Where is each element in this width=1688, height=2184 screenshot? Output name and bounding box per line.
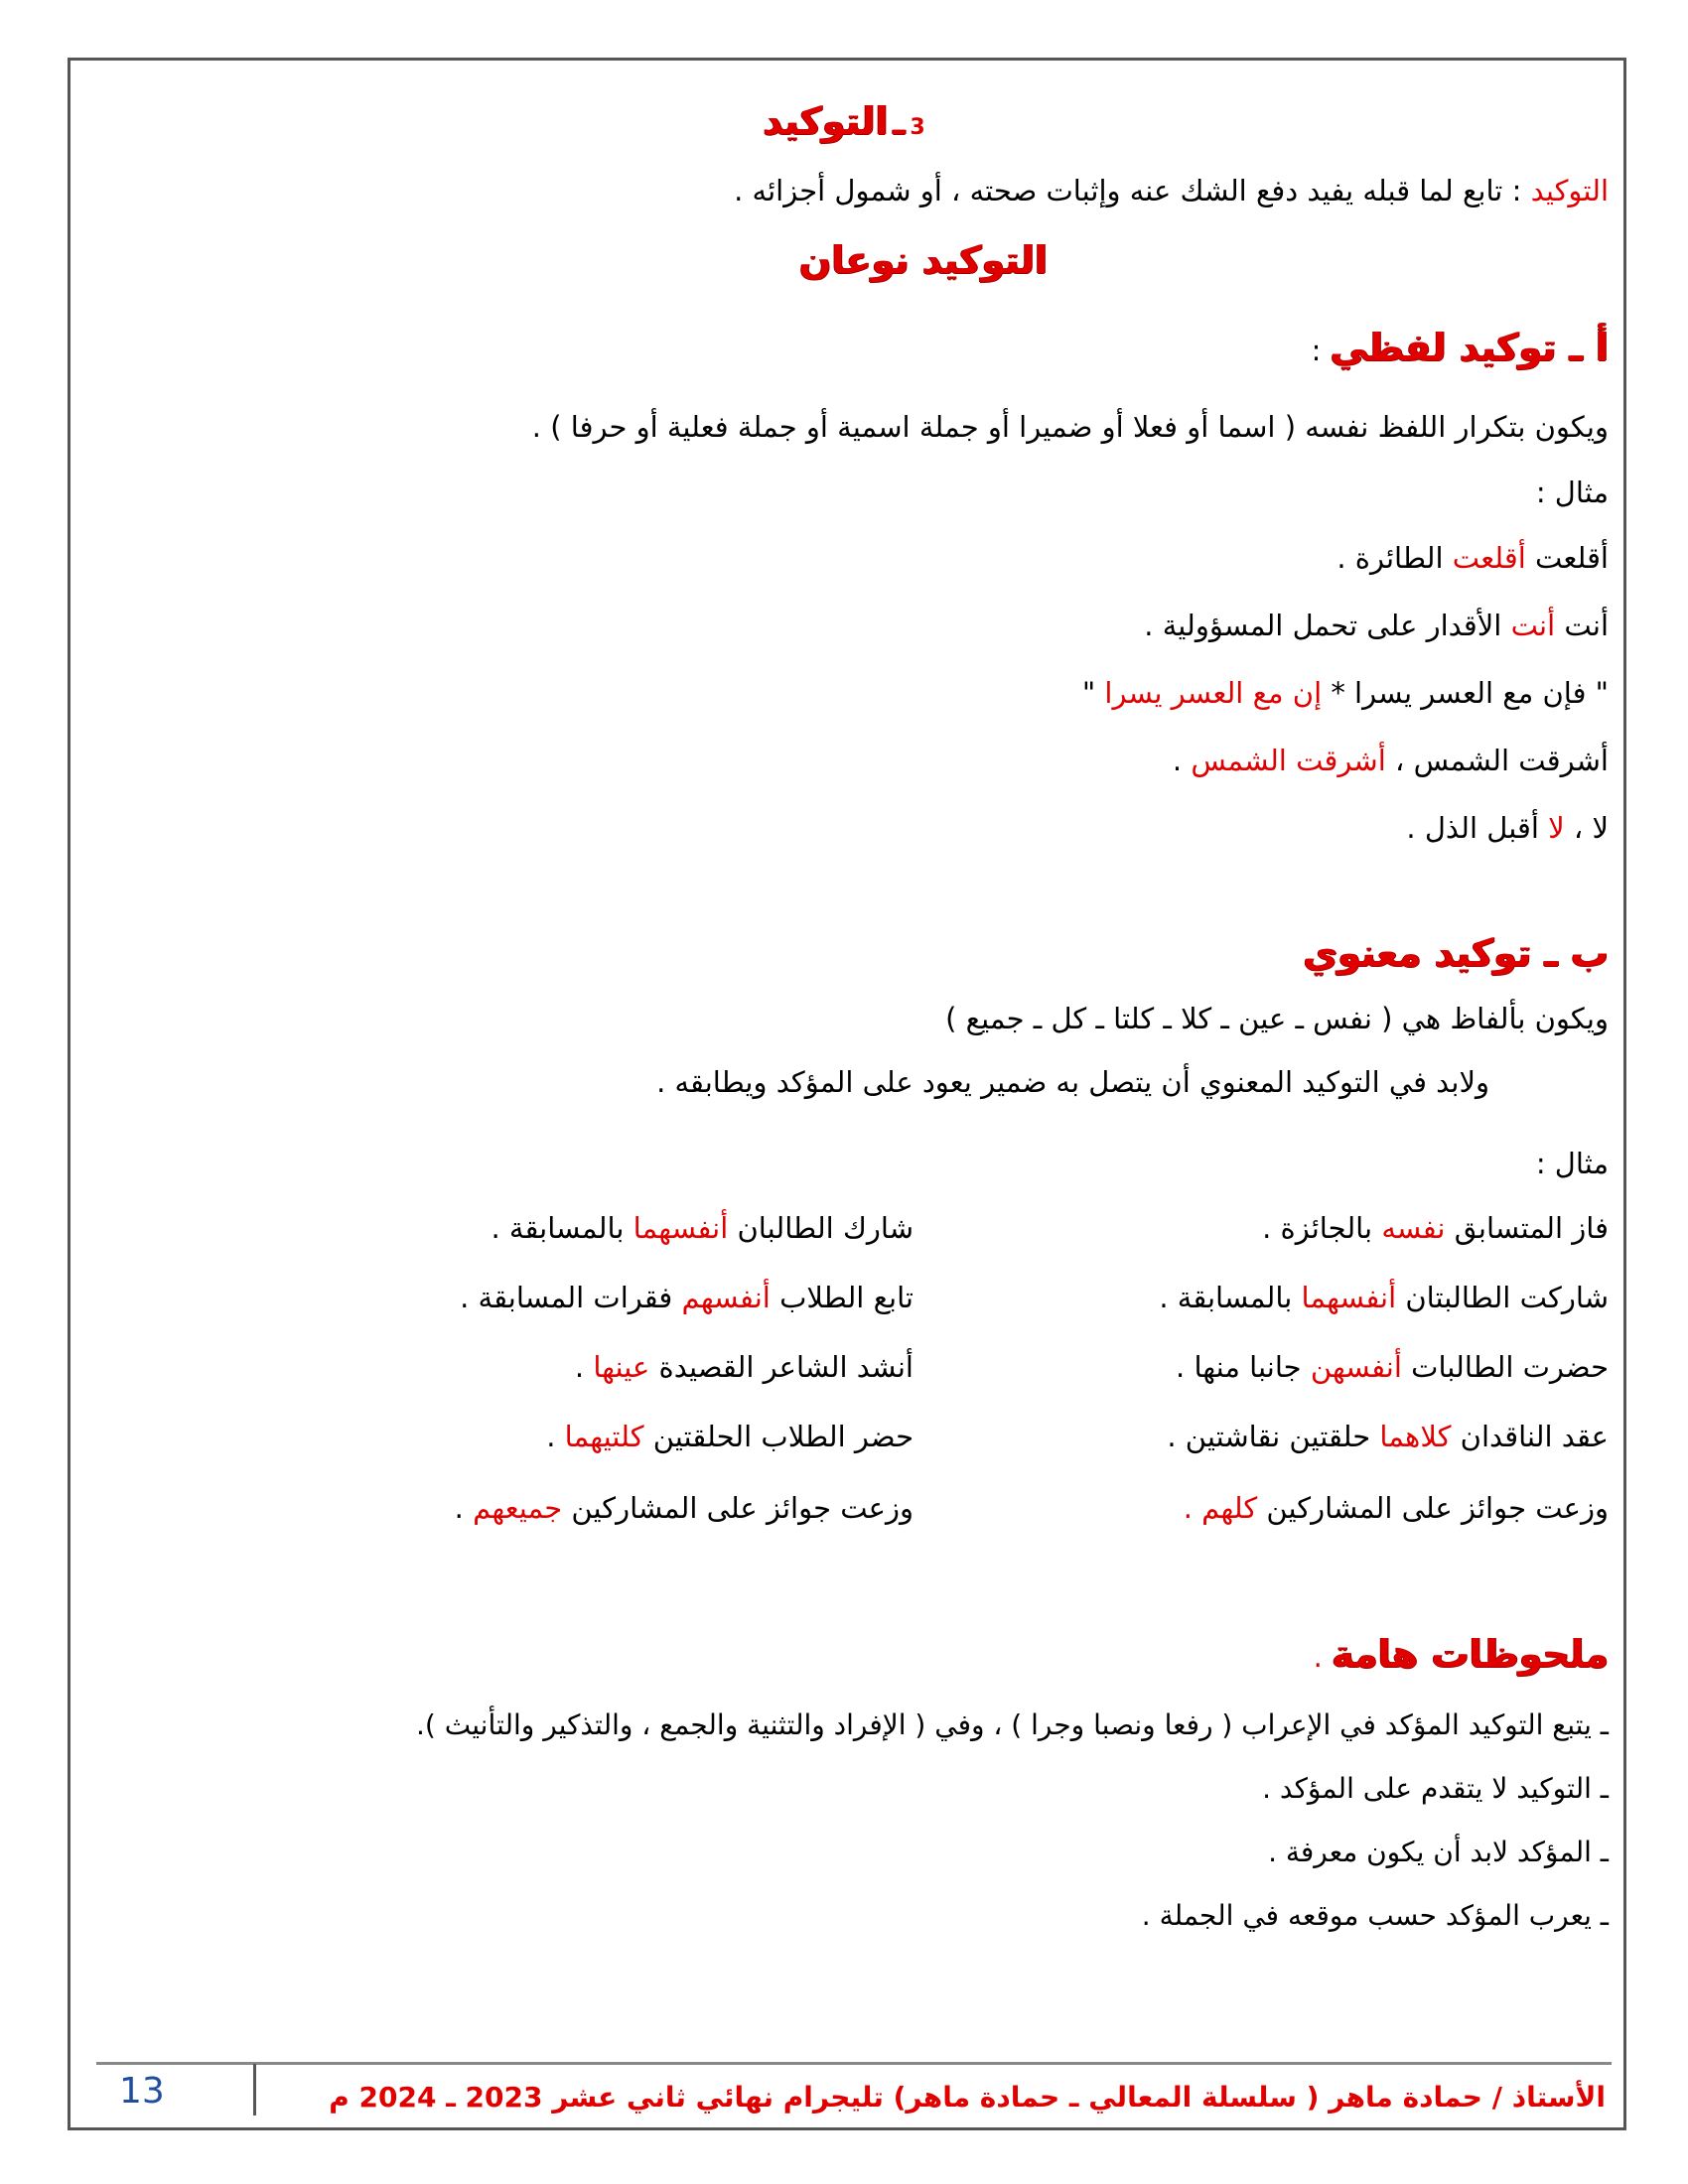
- page-number: 13: [119, 2071, 165, 2112]
- example-left: تابع الطلاب أنفسهم فقرات المسابقة .: [460, 1281, 914, 1314]
- lafzi-example-label: مثال :: [1535, 476, 1609, 509]
- lafzi-example: [79, 606, 1609, 645]
- manawi-example-row: [199, 1350, 1609, 1390]
- note-item: ـ التوكيد لا يتقدم على المؤكد .: [1262, 1772, 1609, 1805]
- lafzi-heading-line: [79, 328, 1609, 370]
- example-emphasis: إن مع العسر يسرا: [1104, 676, 1323, 710]
- notes-heading-line: [79, 1634, 1609, 1677]
- example-right: حضرت الطالبات أنفسهن جانبا منها .: [1176, 1350, 1609, 1384]
- example-left: شارك الطالبان أنفسهما بالمسابقة .: [491, 1211, 914, 1245]
- lafzi-example: [79, 808, 1609, 848]
- example-text: أشرقت الشمس ،: [1385, 744, 1609, 777]
- example-right: وزعت جوائز على المشاركين كلهم .: [1183, 1491, 1609, 1525]
- example-text: الطائرة .: [1336, 541, 1453, 575]
- manawi-example-row: [199, 1211, 1609, 1251]
- example-emphasis: أنت: [1510, 609, 1556, 642]
- example-text: أقلعت: [1525, 541, 1609, 575]
- manawi-example-row: [199, 1491, 1609, 1531]
- example-left: وزعت جوائز على المشاركين جميعهم .: [454, 1491, 914, 1525]
- example-emphasis: أشرقت الشمس: [1191, 744, 1386, 777]
- definition-line: [79, 171, 1609, 210]
- example-emphasis: لا: [1548, 811, 1565, 845]
- lafzi-rule: ويكون بتكرار اللفظ نفسه ( اسما أو فعلا أو ضميرا أو جملة اسمية أو جملة فعلية أو حرفا ) .: [531, 410, 1609, 444]
- example-text: لا ،: [1564, 811, 1609, 845]
- example-text: أقبل الذل .: [1406, 811, 1549, 845]
- types-heading: [0, 238, 1688, 282]
- example-emphasis: أقلعت: [1452, 541, 1526, 575]
- example-text: ": [1081, 676, 1105, 710]
- lafzi-example: [79, 741, 1609, 780]
- footer-rule: [96, 2062, 1612, 2065]
- note-item: ـ يتبع التوكيد المؤكد في الإعراب ( رفعا ونصبا وجرا ) ، وفي ( الإفراد والتثنية والجمع ، والتذكير والتأنيث ).: [416, 1708, 1609, 1741]
- example-text: " فإن مع العسر يسرا *: [1322, 676, 1609, 710]
- title-dash: ـ: [893, 103, 906, 143]
- example-text: الأقدار على تحمل المسؤولية .: [1144, 609, 1511, 642]
- note-item: ـ يعرب المؤكد حسب موقعه في الجملة .: [1141, 1899, 1609, 1932]
- types-heading-text: التوكيد نوعان: [798, 238, 1049, 282]
- example-left: حضر الطلاب الحلقتين كلتيهما .: [546, 1420, 914, 1453]
- manawi-rule: ويكون بألفاظ هي ( نفس ـ عين ـ كلا ـ كلتا ـ كل ـ جميع ): [945, 1002, 1609, 1035]
- notes-heading-dot: .: [1313, 1640, 1333, 1674]
- notes-heading: ملحوظات هامة: [1332, 1632, 1609, 1676]
- lafzi-heading: أ ـ توكيد لفظي: [1330, 326, 1609, 369]
- page-title: [0, 99, 1688, 143]
- manawi-example-row: [199, 1281, 1609, 1320]
- example-text: .: [1172, 744, 1192, 777]
- example-right: فاز المتسابق نفسه بالجائزة .: [1262, 1211, 1609, 1245]
- definition-body: : تابع لما قبله يفيد دفع الشك عنه وإثبات صحته ، أو شمول أجزائه .: [734, 174, 1531, 207]
- footer-separator: [253, 2064, 256, 2116]
- lafzi-example: [79, 538, 1609, 578]
- example-left: أنشد الشاعر القصيدة عينها .: [574, 1350, 914, 1384]
- manawi-example-row: [199, 1420, 1609, 1459]
- example-text: أنت: [1555, 609, 1609, 642]
- manawi-note: ولابد في التوكيد المعنوي أن يتصل به ضمير يعود على المؤكد ويطابقه .: [656, 1065, 1489, 1099]
- title-number: 3: [910, 115, 925, 140]
- manawi-heading: ب ـ توكيد معنوي: [1303, 931, 1609, 975]
- manawi-heading-line: [79, 933, 1609, 976]
- footer-credit: الأستاذ / حمادة ماهر ( سلسلة المعالي ـ حمادة ماهر) تليجرام نهائي ثاني عشر 2023 ـ 2024 م: [329, 2081, 1606, 2114]
- note-item: ـ المؤكد لابد أن يكون معرفة .: [1268, 1836, 1609, 1868]
- title-text: التوكيد: [763, 99, 889, 143]
- lafzi-example: [79, 673, 1609, 713]
- definition-term: التوكيد: [1530, 174, 1609, 207]
- example-right: شاركت الطالبتان أنفسهما بالمسابقة .: [1159, 1281, 1609, 1314]
- example-right: عقد الناقدان كلاهما حلقتين نقاشتين .: [1167, 1420, 1609, 1453]
- lafzi-colon: :: [1311, 334, 1331, 367]
- manawi-example-label: مثال :: [1535, 1147, 1609, 1180]
